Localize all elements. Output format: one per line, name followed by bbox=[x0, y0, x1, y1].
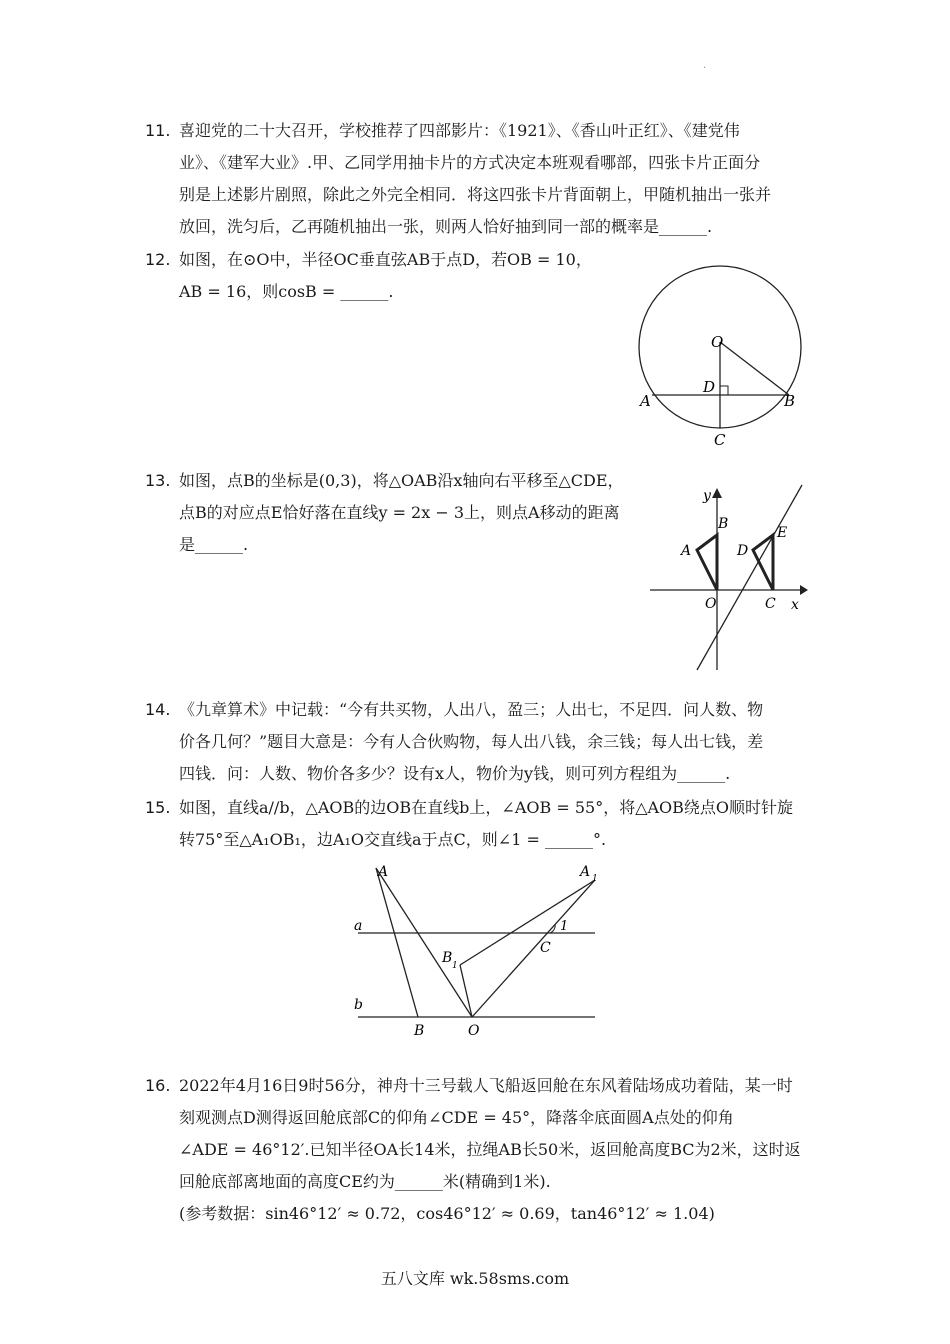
question-text-line: 回舱底部离地面的高度CE约为______米(精确到1米). bbox=[179, 1172, 551, 1191]
question-text-line: 点B的对应点E恰好落在直线y = 2x − 3上，则点A移动的距离 bbox=[179, 503, 620, 522]
label-D: D bbox=[737, 543, 749, 559]
question-text-line: AB = 16，则cosB = ______. bbox=[179, 282, 394, 301]
question-text-line: 四钱．问：人数、物价各多少？设有x人，物价为y钱，则可列方程组为______. bbox=[179, 764, 731, 783]
question-text-line: 喜迎党的二十大召开，学校推荐了四部影片：《1921》、《香山叶正红》、《建党伟 bbox=[179, 121, 740, 140]
question-text-line: 如图，点B的坐标是(0,3)，将△OAB沿x轴向右平移至△CDE， bbox=[179, 471, 624, 490]
label-O: O bbox=[468, 1023, 480, 1039]
label-b: b bbox=[354, 997, 363, 1013]
question-text-line: 价各几何？”题目大意是：今有人合伙购物，每人出八钱，余三钱；每人出七钱，差 bbox=[179, 732, 764, 751]
label-B: B bbox=[784, 392, 796, 410]
label-angle-1: 1 bbox=[560, 919, 569, 934]
label-E: E bbox=[777, 525, 788, 541]
question-number: 14. bbox=[145, 700, 171, 719]
question-number: 12. bbox=[145, 250, 171, 269]
rotation-figure bbox=[350, 860, 610, 1040]
label-A1: A bbox=[580, 864, 591, 880]
label-B1-sub: 1 bbox=[452, 961, 458, 971]
question-text-line: 是______. bbox=[179, 535, 249, 554]
question-text-line: 别是上述影片剧照，除此之外完全相同．将这四张卡片背面朝上，甲随机抽出一张并 bbox=[179, 185, 772, 204]
label-A: A bbox=[681, 543, 692, 559]
question-text-line: 《九章算术》中记载：“今有共买物，人出八，盈三；人出七，不足四．问人数、物 bbox=[179, 700, 764, 719]
label-C: C bbox=[714, 431, 726, 449]
label-x: x bbox=[791, 597, 799, 613]
question-text-line: 如图，在⊙O中，半径OC垂直弦AB于点D，若OB = 10， bbox=[179, 250, 592, 269]
label-C: C bbox=[765, 596, 776, 612]
label-O: O bbox=[711, 333, 724, 351]
label-A: A bbox=[640, 392, 651, 410]
label-B: B bbox=[414, 1023, 425, 1039]
label-A1-sub: 1 bbox=[592, 874, 598, 884]
question-text-line: 如图，直线a//b，△AOB的边OB在直线b上，∠AOB = 55°，将△AOB绕点O顺时针旋 bbox=[179, 798, 794, 817]
label-a: a bbox=[354, 918, 363, 934]
header-dot: . bbox=[703, 60, 707, 71]
label-B1: B bbox=[442, 950, 453, 966]
label-D: D bbox=[703, 378, 716, 396]
label-y: y bbox=[703, 488, 711, 504]
question-text-line: 放回，洗匀后，乙再随机抽出一张，则两人恰好抽到同一部的概率是______. bbox=[179, 217, 713, 236]
label-O: O bbox=[705, 596, 717, 612]
question-text-line: 2022年4月16日9时56分，神舟十三号载人飞船返回舱在东风着陆场成功着陆，某一时 bbox=[179, 1076, 793, 1095]
question-number: 13. bbox=[145, 471, 171, 490]
coordinate-figure bbox=[645, 480, 815, 675]
question-text-line: (参考数据：sin46°12′ ≈ 0.72，cos46°12′ ≈ 0.69，tan46°12′ ≈ 1.04) bbox=[179, 1204, 715, 1223]
question-number: 15. bbox=[145, 798, 171, 817]
question-number: 16. bbox=[145, 1076, 171, 1095]
footer-watermark: 五八文库 wk.58sms.com bbox=[380, 1269, 570, 1288]
question-number: 11. bbox=[145, 121, 171, 140]
label-A: A bbox=[378, 864, 389, 880]
question-text-line: ∠ADE = 46°12′.已知半径OA长14米，拉绳AB长50米，返回舱高度BC为2米，这时返 bbox=[179, 1140, 801, 1159]
circle-figure bbox=[630, 265, 815, 455]
question-text-line: 转75°至△A₁OB₁，边A₁O交直线a于点C，则∠1 = ______°. bbox=[179, 830, 607, 849]
label-B: B bbox=[718, 516, 729, 532]
question-text-line: 刻观测点D测得返回舱底部C的仰角∠CDE = 45°，降落伞底面圆A点处的仰角 bbox=[179, 1108, 734, 1127]
label-C: C bbox=[540, 940, 551, 956]
question-text-line: 业》、《建军大业》.甲、乙同学用抽卡片的方式决定本班观看哪部，四张卡片正面分 bbox=[179, 153, 761, 172]
